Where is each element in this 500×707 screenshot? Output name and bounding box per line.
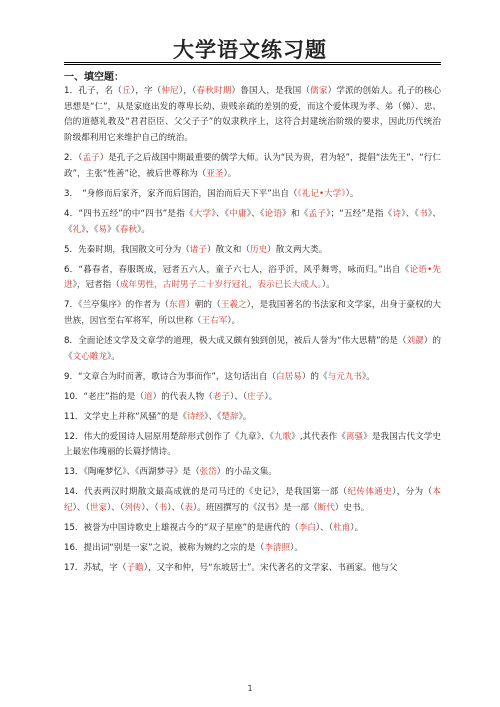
question-item (64, 298, 441, 329)
question-item (64, 465, 441, 481)
question-item (64, 430, 441, 461)
question-text: ）的代表人物（ (152, 391, 213, 402)
answer-text: 丘 (122, 86, 131, 96)
question-text: 15．被誉为中国诗歌史上雄视古今的“双子星座”的是唐代的（ (64, 523, 299, 534)
answer-text: 诗经 (186, 411, 205, 422)
question-item (64, 84, 441, 147)
question-text: 11．文学史上并称“风骚”的是《 (64, 411, 187, 422)
answer-text: 论语•先进 (64, 264, 441, 291)
answer-text: 春秋时期 (196, 86, 232, 96)
question-item (64, 410, 441, 426)
answer-text: 文心雕龙 (72, 351, 107, 362)
question-item (64, 151, 441, 182)
question-text: ），是我国著名的书法家和文学家，出身于豪权的大世族，因官至右军将军，所以世称（ (64, 300, 441, 326)
question-text: ）、（ (229, 391, 248, 402)
question-text: ）朝的（ (186, 300, 221, 311)
question-text: ）。 (321, 280, 335, 291)
question-item (64, 187, 441, 203)
answer-text: 成年男性，古时男子二十岁行冠礼，表示已长大成人。 (119, 280, 322, 291)
question-item (64, 370, 441, 386)
question-text: ）。 (350, 523, 364, 534)
question-text: ）。 (290, 543, 303, 554)
answer-text: 书 (158, 503, 168, 514)
answer-text: 楚辞 (221, 411, 239, 422)
question-item (64, 243, 441, 259)
answer-text: 东晋 (168, 300, 187, 311)
answer-text: 礼 (72, 224, 82, 235)
answer-text: 白居易 (276, 371, 302, 382)
question-text: ）。 (227, 315, 241, 326)
question-text: ）的小品文集。 (216, 467, 277, 478)
question-text: 8．全面论述文学及文章学的道理，极大成又颇有独到创见，被后人誉为“伟大思精”的是（ (64, 335, 407, 346)
question-text: ）、（ (315, 523, 334, 534)
answer-text: 庄子 (247, 391, 265, 402)
answer-text: 子瞻 (126, 563, 144, 574)
question-text: ），又字和仲，号“东坡居士”。宋代著名的文学家、书画家。他与父 (143, 563, 398, 574)
question-text: ）。 (223, 168, 237, 179)
answer-text: 杜甫 (333, 523, 351, 534)
answer-text: 儒家 (310, 86, 328, 96)
answer-text: 列传 (124, 503, 142, 514)
question-text: 》、《 (64, 208, 441, 235)
answer-text: 诸子 (189, 244, 207, 255)
answer-text: 与元九书 (327, 371, 363, 382)
question-text: 》；“五经”是指《 (326, 208, 393, 219)
question-text: 》和《 (282, 208, 309, 219)
answer-text: 亚圣 (206, 168, 224, 179)
question-list (64, 84, 441, 581)
answer-text: 本纪 (64, 487, 442, 514)
question-item (64, 263, 441, 294)
question-text: ）的《 (64, 335, 441, 362)
question-text: ）是孔子之后战国中期最重要的儒学大师。认为“民为贵，君为轻”，提倡“法先王”、“行仁政”，主张“性善”论，被后世尊称为（ (64, 153, 441, 179)
question-text: ）、（ (167, 503, 185, 514)
question-text: 》。 (362, 371, 375, 382)
question-text: 》。 (137, 224, 150, 235)
question-text: 6．“暮春者，春服既成，冠者五六人，童子六七人，浴乎沂，风乎舞雩，咏而归。”出自《 (64, 264, 410, 275)
answer-text: 《礼记•大学》 (297, 188, 346, 199)
question-text: 》、《 (246, 208, 265, 219)
question-text: ）的《 (301, 371, 328, 382)
question-text: 4．“四书五经”的中“四书”是指《 (64, 208, 194, 219)
title-divider-top (64, 62, 441, 63)
question-text: 2．（ (64, 153, 83, 164)
question-text: ）、（ (107, 503, 125, 514)
answer-text: 李清照 (264, 543, 291, 554)
question-item (64, 390, 441, 406)
question-text: 》《 (107, 224, 120, 235)
question-text: 7．《兰亭集序》的作者为（ (64, 300, 169, 311)
question-item (64, 485, 441, 516)
answer-text: 书 (419, 208, 428, 219)
question-text: 》、《 (204, 411, 222, 422)
answer-text: 张岱 (199, 467, 217, 478)
question-item (64, 561, 441, 577)
question-text: 17．苏轼，字（ (64, 563, 127, 574)
question-text: ）、（ (141, 503, 159, 514)
question-text: ）。班固撰写的《汉书》是一部（ (192, 503, 318, 514)
question-text: 》、《 (401, 208, 420, 219)
question-text: 13．《陶庵梦忆》、《西湖梦寻》是（ (64, 467, 200, 478)
question-text: 12．伟大的爱国诗人屈原用楚辞形式创作了《九章》、《 (64, 431, 274, 442)
answer-text: 世家 (89, 503, 107, 514)
question-text: 》是我国古代文学史上最宏伟瑰丽的长篇抒情诗。 (64, 431, 441, 458)
answer-text: 表 (184, 503, 193, 514)
page-title: 大学语文练习题 (173, 38, 327, 62)
question-text: ）散文和（ (206, 244, 250, 255)
section-heading: 一、填空题： (64, 72, 124, 83)
question-text: 》，冠者指（ (72, 280, 120, 291)
answer-text: 离骚 (345, 431, 364, 442)
question-text: 10．“老庄”指的是（ (64, 391, 144, 402)
page-number: 1 (247, 684, 253, 693)
question-text: ）史书。 (334, 503, 370, 514)
question-text: 3． “身修而后家齐，家齐而后国治，国治而后天下平”出自（ (64, 188, 298, 199)
question-text: 》,其代表作《 (291, 431, 346, 442)
answer-text: 中庸 (229, 208, 247, 219)
answer-text: 李白 (298, 523, 316, 534)
question-text: 》、《 (211, 208, 230, 219)
answer-text: 仲尼 (161, 86, 179, 96)
question-text: 16．提出词“别是一家”之说，被称为婉约之宗的是（ (64, 543, 265, 554)
answer-text: 诗 (392, 208, 402, 219)
question-text: ）。 (345, 188, 359, 199)
answer-text: 春秋 (119, 224, 138, 235)
question-text: ）散文两大类。 (267, 244, 328, 255)
answer-text: 道 (144, 391, 153, 402)
answer-text: 孟子 (308, 208, 327, 219)
question-item (64, 207, 441, 238)
answer-text: 易 (98, 224, 108, 235)
question-item (64, 334, 441, 365)
answer-text: 九歌 (273, 431, 292, 442)
question-text: 》、《 (81, 224, 99, 235)
question-text: 5．先秦时期，我国散文可分为（ (64, 244, 190, 255)
question-text: ），字（ (130, 86, 162, 96)
answer-text: 大学 (193, 208, 212, 219)
question-text: 》。 (238, 411, 252, 422)
question-text: ）学派的创始人。孔子的核心思想是“仁”，从是家庭出发的尊卑长幼、贵贱亲疏的差别的爱，而这个爱体现为孝、弟（悌）、忠、信的道德礼教及“君君臣臣、父父子子”的奴隶秩序上，这符合封建统治阶级的要求，因此历代统治阶级都利用它来维护自己的统治。 (64, 86, 441, 144)
question-text: ），分为（ (392, 487, 433, 498)
question-text: 》。 (107, 351, 120, 362)
question-item (64, 541, 441, 557)
question-item (64, 521, 441, 537)
question-text: ）、（ (72, 503, 90, 514)
question-text: ），（ (178, 86, 197, 96)
question-text: ）鲁国人，是我国（ (231, 86, 311, 96)
question-text: 9．“文章合为时而著，歌诗合为事而作”，这句话出自（ (64, 371, 277, 382)
answer-text: 孟子 (82, 153, 100, 164)
answer-text: 王羲之 (220, 300, 247, 311)
answer-text: 刘勰 (406, 335, 424, 346)
answer-text: 老子 (212, 391, 230, 402)
answer-text: 断代 (317, 503, 335, 514)
answer-text: 王右军 (201, 315, 228, 326)
question-text: 14．代表两汉时期散文最高成就的是司马迁的《史记》，是我国第一部（ (64, 487, 348, 498)
question-text: ）。 (264, 391, 278, 402)
title-divider-bottom (64, 64, 441, 65)
answer-text: 历史 (249, 244, 268, 255)
answer-text: 纪传体通史 (347, 487, 393, 498)
question-text: 1．孔子，名（ (64, 86, 123, 96)
answer-text: 论语 (264, 208, 283, 219)
